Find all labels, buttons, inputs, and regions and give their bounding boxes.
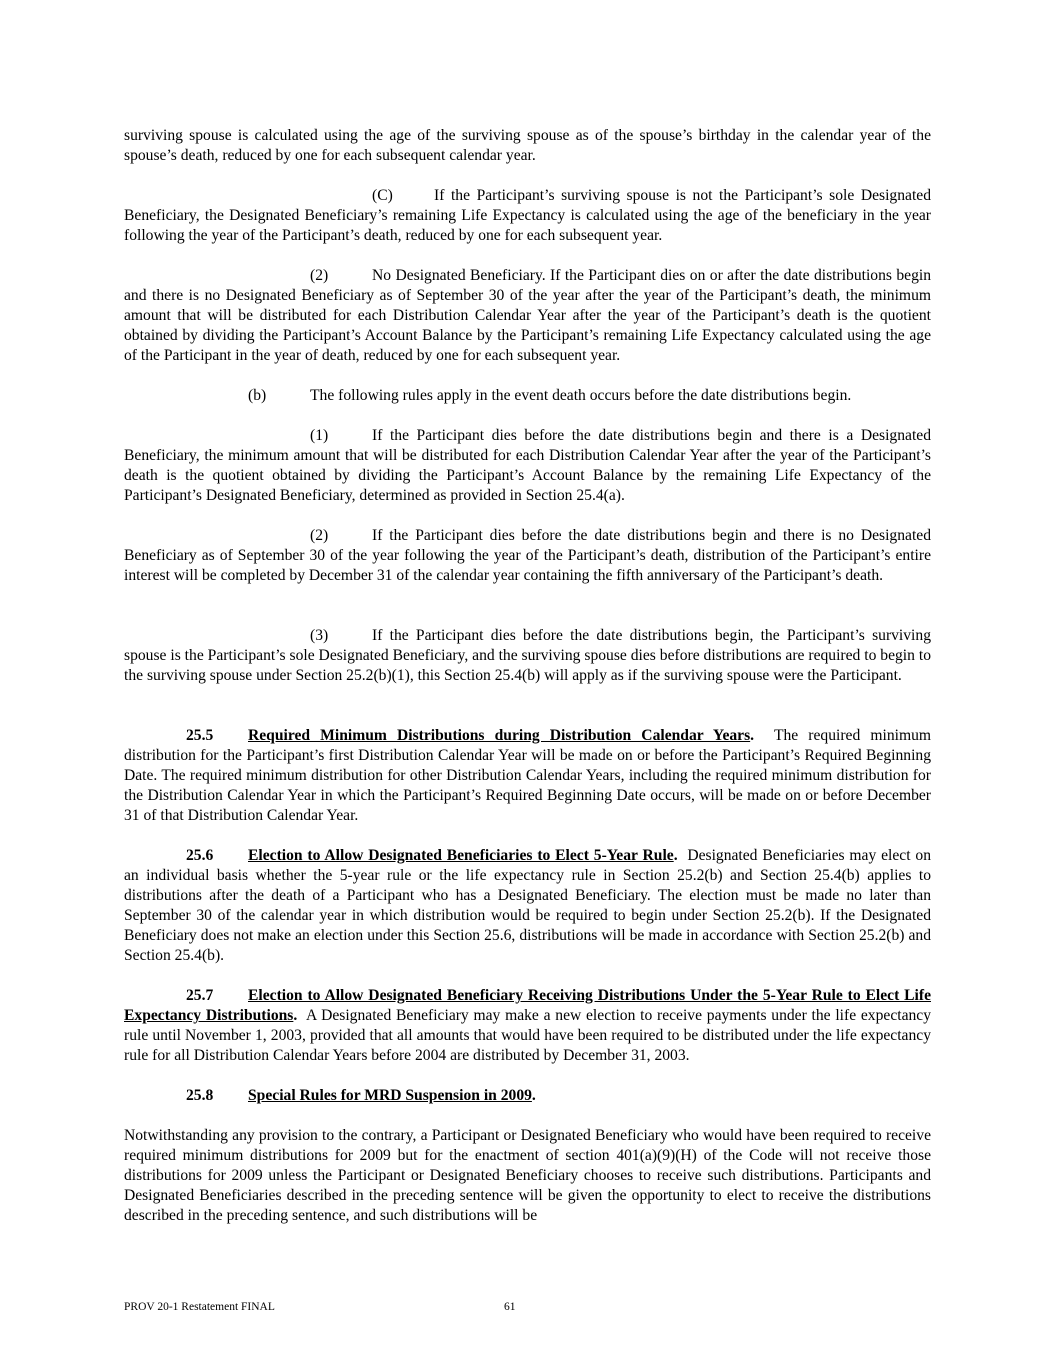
footer-document-label: PROV 20-1 Restatement FINAL: [124, 1301, 275, 1313]
section-25-8-body: Notwithstanding any provision to the contrary, a Participant or Designated Beneficiary who would have been required to receive required minimum distributions for 2009 but for the enactment of section 401(a)(9)(H) of the Code will not receive those distributions for 2009 unless the Participant or Designated Beneficiary chooses to receive such distributions. Participants and Designated Beneficiaries described in the preceding sentence will be given the opportunity to elect to receive the distributions described in the preceding sentence, and such distributions will be: [124, 1127, 931, 1224]
paragraph-c-not-sole-beneficiary: (C) If the Participant’s surviving spouse is not the Participant’s sole Designated Beneficiary, the Designated Beneficiary’s remaining Life Expectancy is calculated using the age of the beneficiary in the year following the year of the Participant’s death, reduced by one for each subsequent year.: [124, 187, 931, 244]
section-number: 25.8: [186, 1087, 214, 1104]
paragraph-b-death-before-distributions: (b) The following rules apply in the event death occurs before the date distributions begin.: [248, 387, 852, 404]
section-number: 25.7: [186, 987, 214, 1004]
paragraph-surviving-spouse-age: surviving spouse is calculated using the age of the surviving spouse as of the spouse’s birthday in the calendar year of the spouse’s death, reduced by one for each subsequent calendar year.: [124, 127, 931, 164]
section-title: Election to Allow Designated Beneficiaries to Elect 5-Year Rule: [248, 847, 674, 864]
section-number: 25.6: [186, 847, 214, 864]
clause-number: (3): [310, 627, 329, 644]
section-25-6: 25.6 Election to Allow Designated Beneficiaries to Elect 5-Year Rule. Designated Beneficiaries may elect on an individual basis whether the 5-year rule or the life expectancy rule in Section 25.2(b) and Section 25.4(b) applies to distributions after the death of a Participant who has a Designated Beneficiary. The election must be made no later than September 30 of the calendar year in which distribution would be required to begin under Section 25.2(b). If the Designated Beneficiary does not make an election under this Section 25.6, distributions will be made in accordance with Section 25.2(b) and Section 25.4(b).: [124, 847, 931, 964]
section-25-5: 25.5 Required Minimum Distributions during Distribution Calendar Years. The required minimum distribution for the Participant’s first Distribution Calendar Year will be made on or before the Participant’s Required Beginning Date. The required minimum distribution for other Distribution Calendar Years, including the required minimum distribution for the Distribution Calendar Year in which the Participant’s Required Beginning Date occurs, will be made on or before December 31 of that Distribution Calendar Year.: [124, 727, 931, 824]
paragraph-3-surviving-spouse-dies: (3) If the Participant dies before the date distributions begin, the Participant’s surviving spouse is the Participant’s sole Designated Beneficiary, and the surviving spouse dies before distributions are required to begin to the surviving spouse under Section 25.2(b)(1), this Section 25.4(b) will apply as if the surviving spouse were the Participant.: [124, 627, 931, 684]
section-number: 25.5: [186, 727, 214, 744]
section-25-7: 25.7 Election to Allow Designated Beneficiary Receiving Distributions Under the 5-Year Rule to Elect Life Expectancy Distributions. A Designated Beneficiary may make a new election to receive payments under the life expectancy rule until November 1, 2003, provided that all amounts that would have been required to be distributed under the life expectancy rule for all Distribution Calendar Years before 2004 are distributed by December 31, 2003.: [124, 987, 932, 1064]
section-25-8-heading: 25.8 Special Rules for MRD Suspension in 2009.: [186, 1087, 536, 1104]
paragraph-2-no-designated-beneficiary: (2) No Designated Beneficiary. If the Participant dies on or after the date distributions begin and there is no Designated Beneficiary as of September 30 of the year after the year of the Participant’s death, the minimum amount that will be distributed for each Distribution Calendar Year after the year of the Participant’s death is the quotient obtained by dividing the Participant’s Account Balance by the Participant’s remaining Life Expectancy calculated using the age of the Participant in the year of death, reduced by one for each subsequent year.: [124, 267, 931, 364]
section-title: Required Minimum Distributions during Distribution Calendar Years: [248, 727, 751, 744]
clause-number: (2): [310, 527, 329, 544]
section-title: Election to Allow Designated Beneficiary Receiving Distributions Under the 5-Year Rule to Elect Life Expectancy Distributions: [124, 987, 931, 1024]
paragraph-2-no-beneficiary-before-begin: (2) If the Participant dies before the date distributions begin and there is no Designated Beneficiary as of September 30 of the year following the year of the Participant’s death, distribution of the Participant’s entire interest will be completed by December 31 of the calendar year containing the fifth anniversary of the Participant’s death.: [124, 527, 931, 584]
section-title: Special Rules for MRD Suspension in 2009: [248, 1087, 532, 1104]
clause-number: (C): [372, 187, 393, 204]
paragraph-1-designated-beneficiary: (1) If the Participant dies before the date distributions begin and there is a Designated Beneficiary, the minimum amount that will be distributed for each Distribution Calendar Year after the year of the Participant’s death is the quotient obtained by dividing the Participant’s Account Balance by the remaining Life Expectancy of the Participant’s Designated Beneficiary, determined as provided in Section 25.4(a).: [124, 427, 931, 504]
clause-number: (b): [248, 387, 267, 404]
footer-page-number: 61: [504, 1301, 516, 1313]
clause-number: (1): [310, 427, 329, 444]
clause-number: (2): [310, 267, 329, 284]
